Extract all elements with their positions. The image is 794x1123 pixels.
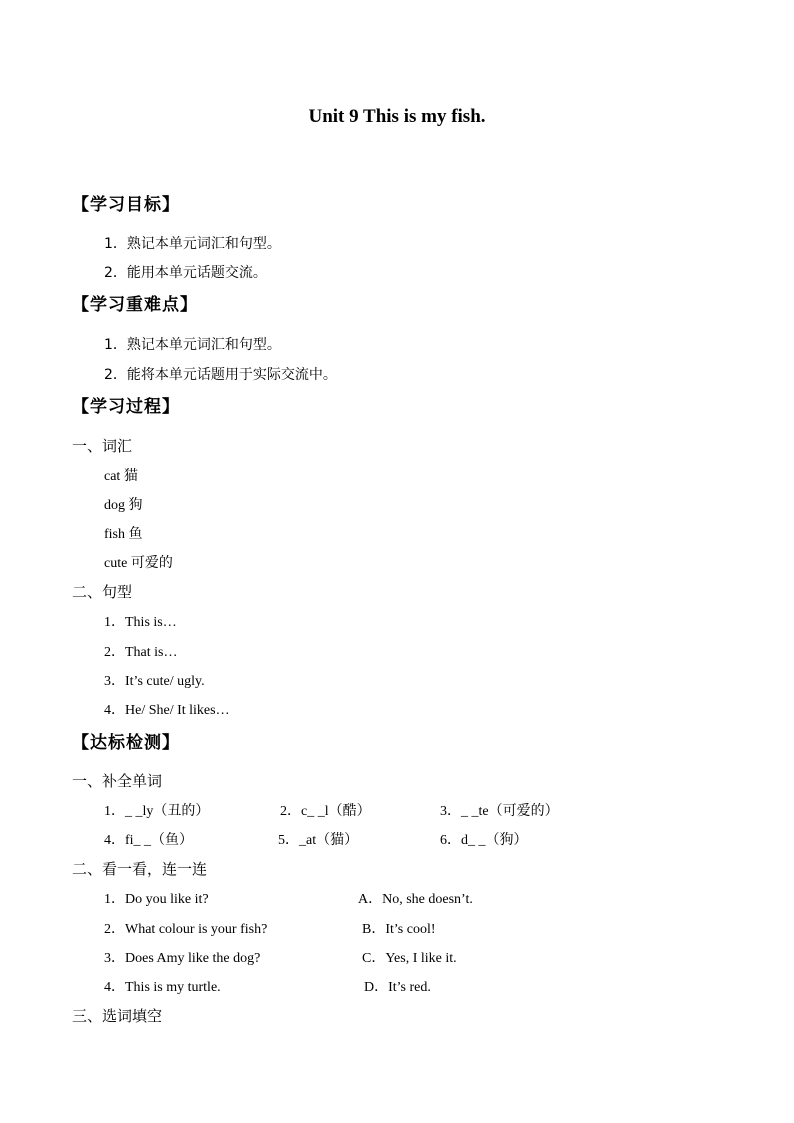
section-heading-process: 【学习过程】 — [72, 397, 180, 417]
match-left-item: 1．Do you like it? — [104, 892, 209, 907]
match-heading: 二、看一看，连一连 — [72, 860, 208, 878]
match-left-item: 4．This is my turtle. — [104, 980, 221, 995]
choose-heading: 三、选词填空 — [72, 1007, 163, 1025]
fill-item: 5．_at（猫） — [278, 833, 359, 848]
goal-item: 1．熟记本单元词汇和句型。 — [104, 236, 281, 252]
sentence-item: 3．It’s cute/ ugly. — [104, 674, 205, 689]
fill-item: 4．fi_ _（鱼） — [104, 833, 194, 848]
fill-item: 1．_ _ly（丑的） — [104, 804, 210, 819]
sentence-heading: 二、句型 — [72, 583, 133, 601]
match-left-item: 3．Does Amy like the dog? — [104, 951, 261, 966]
vocab-item: cute 可爱的 — [104, 556, 173, 571]
vocab-item: dog 狗 — [104, 498, 143, 513]
sentence-item: 2．That is… — [104, 645, 178, 660]
match-right-item: A．No, she doesn’t. — [358, 892, 473, 907]
match-right-item: C．Yes, I like it. — [362, 951, 457, 966]
match-right-item: B．It’s cool! — [362, 922, 436, 937]
section-heading-goals: 【学习目标】 — [72, 195, 180, 215]
fill-item: 3．_ _te（可爱的） — [440, 804, 559, 819]
goal-item: 2．能用本单元话题交流。 — [104, 265, 267, 281]
vocab-heading: 一、词汇 — [72, 437, 133, 455]
match-right-item: D．It’s red. — [364, 980, 431, 995]
section-heading-test: 【达标检测】 — [72, 733, 180, 753]
sentence-item: 1．This is… — [104, 615, 177, 630]
fill-item: 6．d_ _（狗） — [440, 833, 528, 848]
key-point-item: 1．熟记本单元词汇和句型。 — [104, 337, 281, 353]
fill-heading: 一、补全单词 — [72, 772, 163, 790]
vocab-item: fish 鱼 — [104, 527, 143, 542]
key-point-item: 2．能将本单元话题用于实际交流中。 — [104, 367, 337, 383]
page-title: Unit 9 This is my fish. — [308, 106, 486, 127]
fill-item: 2．c_ _l（酷） — [280, 804, 371, 819]
match-left-item: 2．What colour is your fish? — [104, 922, 268, 937]
section-heading-key-points: 【学习重难点】 — [72, 295, 198, 315]
vocab-item: cat 猫 — [104, 469, 138, 484]
sentence-item: 4．He/ She/ It likes… — [104, 703, 230, 718]
